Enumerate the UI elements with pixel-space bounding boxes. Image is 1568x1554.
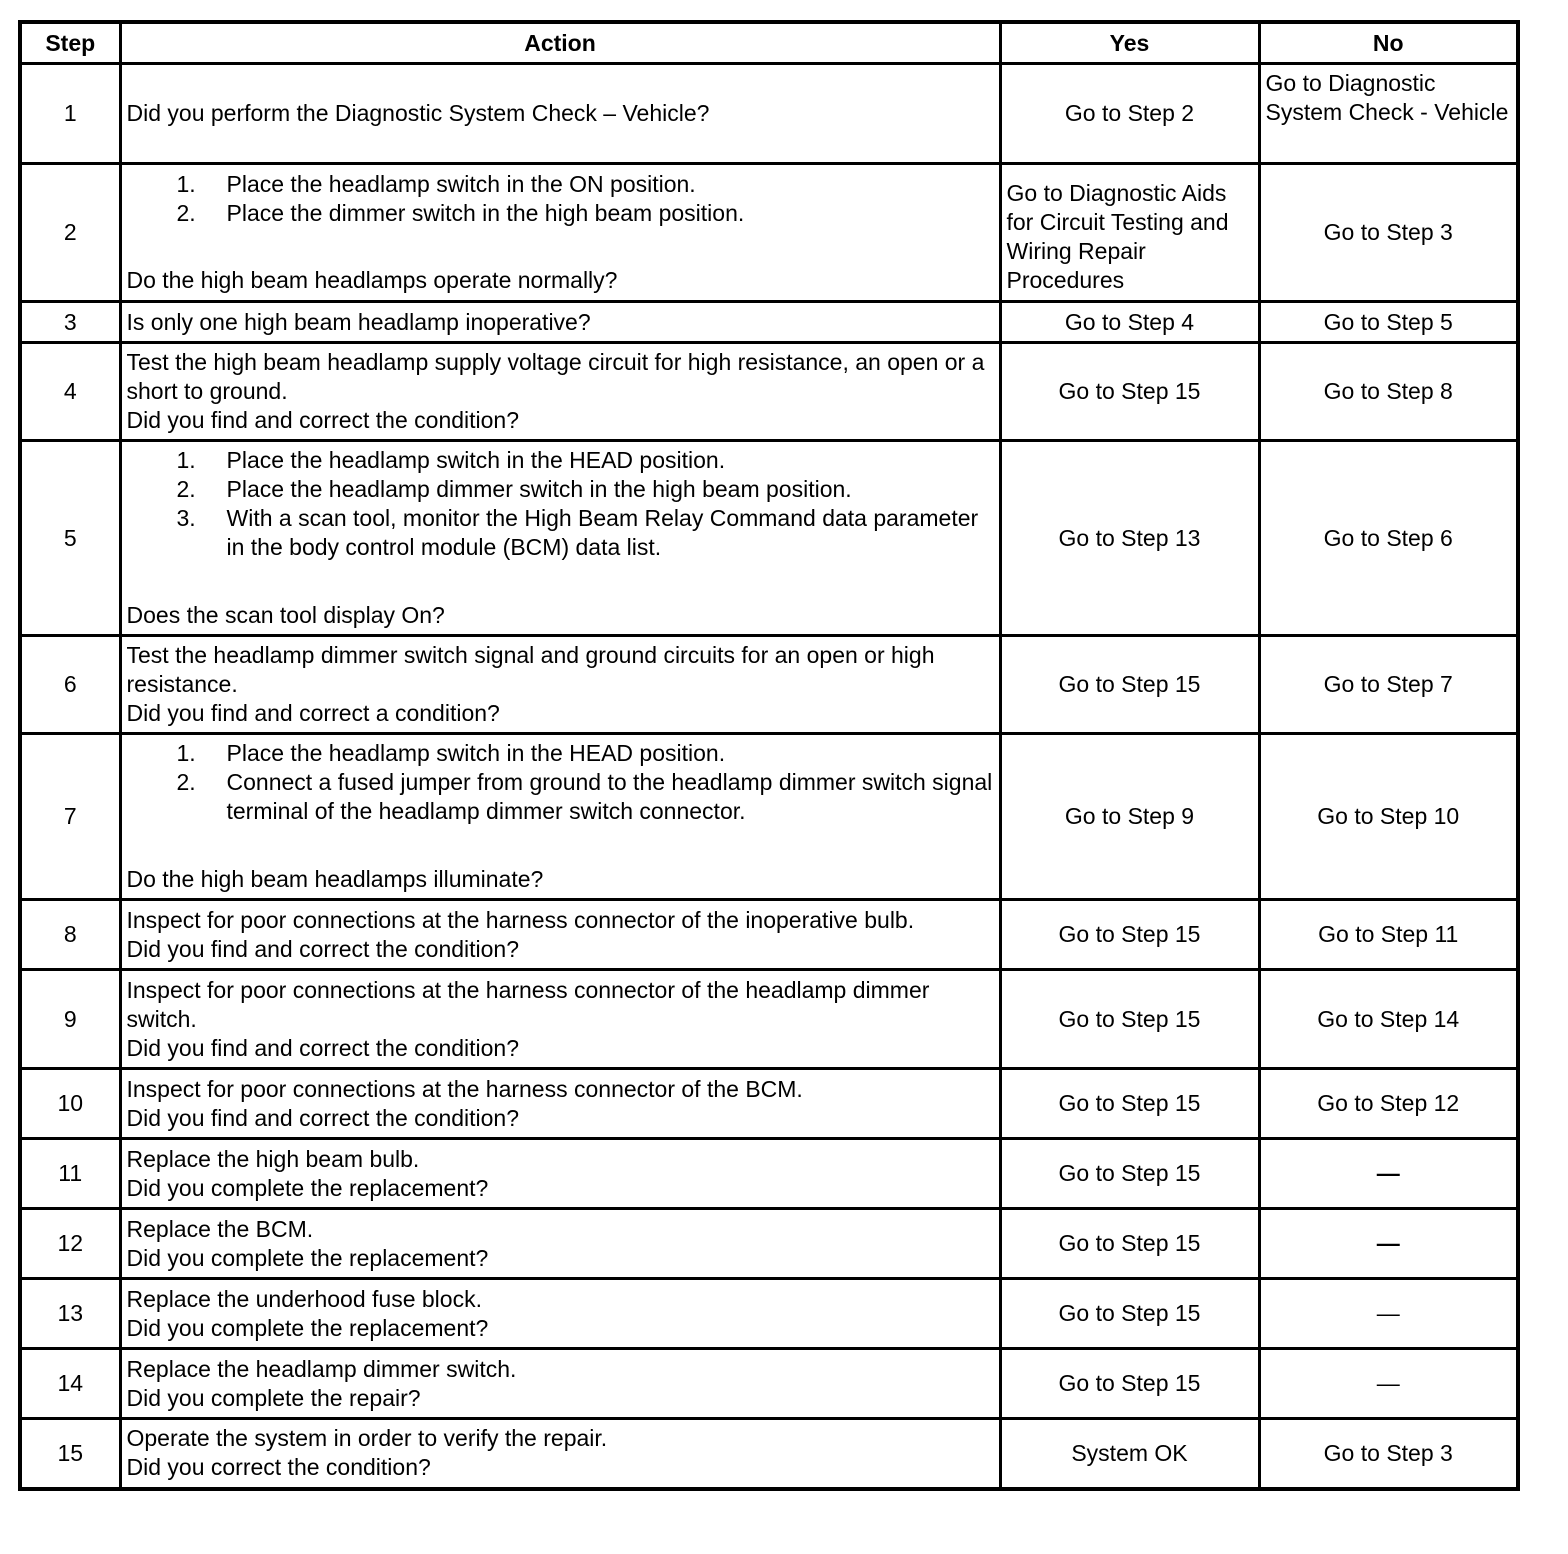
table-row [20, 302, 1518, 343]
yes-cell: Go to Step 15 [1000, 900, 1259, 970]
action-cell [120, 1419, 1000, 1489]
action-cell [120, 970, 1000, 1069]
action-text: Is only one high beam headlamp inoperative? [126, 308, 591, 335]
action-question: Did you find and correct the condition? [126, 407, 520, 433]
step-number: 8 [20, 900, 120, 970]
table-row [20, 1279, 1518, 1349]
table-row [20, 1069, 1518, 1139]
action-cell [120, 1349, 1000, 1419]
action-text: Test the high beam headlamp supply voltage circuit for high resistance, an open or a short to ground. [126, 349, 985, 404]
no-cell: Go to Step 8 [1259, 343, 1518, 441]
header-yes: Yes [1000, 22, 1259, 64]
header-no: No [1259, 22, 1518, 64]
action-cell [120, 343, 1000, 441]
action-cell [120, 900, 1000, 970]
table-row [20, 441, 1518, 636]
action-question: Do the high beam headlamps illuminate? [126, 866, 544, 892]
table-row [20, 64, 1518, 164]
table-row [20, 734, 1518, 900]
list-item: 3. With a scan tool, monitor the High Beam Relay Command data parameter in the body control module (BCM) data list. [176, 505, 979, 560]
header-action: Action [120, 22, 1000, 64]
action-question: Did you complete the replacement? [126, 1244, 489, 1271]
action-question: Do the high beam headlamps operate normally? [126, 267, 618, 293]
action-cell [120, 734, 1000, 900]
no-cell: Go to Step 3 [1259, 1419, 1518, 1489]
step-number: 10 [20, 1069, 120, 1139]
action-cell [120, 1069, 1000, 1139]
action-cell [120, 1209, 1000, 1279]
action-text: Replace the underhood fuse block. [126, 1285, 482, 1312]
list-item: 1. Place the headlamp switch in the ON position. [176, 171, 696, 197]
yes-cell: Go to Step 15 [1000, 1349, 1259, 1419]
action-text: Replace the headlamp dimmer switch. [126, 1355, 517, 1382]
action-question: Did you complete the replacement? [126, 1174, 489, 1201]
no-cell: Go to Step 10 [1259, 734, 1518, 900]
step-number: 1 [20, 64, 120, 164]
action-question: Did you correct the condition? [126, 1454, 431, 1481]
action-text: Inspect for poor connections at the harness connector of the headlamp dimmer switch. [126, 976, 930, 1032]
table-row [20, 636, 1518, 734]
action-cell [120, 1139, 1000, 1209]
action-cell [120, 302, 1000, 343]
table-row [20, 343, 1518, 441]
yes-cell: Go to Step 15 [1000, 1139, 1259, 1209]
yes-cell: Go to Diagnostic Aids for Circuit Testing and Wiring Repair Procedures [1000, 164, 1259, 302]
diagnostic-table [18, 20, 1520, 1491]
table-row [20, 970, 1518, 1069]
header-step: Step [20, 22, 120, 64]
action-question: Does the scan tool display On? [126, 602, 445, 628]
no-cell: Go to Diagnostic System Check - Vehicle [1259, 64, 1518, 164]
action-cell [120, 164, 1000, 302]
no-cell: Go to Step 5 [1259, 302, 1518, 343]
no-cell: Go to Step 11 [1259, 900, 1518, 970]
no-cell: Go to Step 12 [1259, 1069, 1518, 1139]
step-number: 14 [20, 1349, 120, 1419]
action-question: Did you complete the replacement? [126, 1314, 489, 1341]
step-number: 7 [20, 734, 120, 900]
action-cell [120, 636, 1000, 734]
action-text: Inspect for poor connections at the harness connector of the BCM. [126, 1075, 803, 1102]
yes-cell: Go to Step 15 [1000, 1209, 1259, 1279]
action-question: Did you complete the repair? [126, 1384, 421, 1411]
no-cell: Go to Step 7 [1259, 636, 1518, 734]
action-question: Did you find and correct the condition? [126, 1034, 520, 1061]
table-row [20, 1349, 1518, 1419]
table-row [20, 1139, 1518, 1209]
step-number: 5 [20, 441, 120, 636]
no-cell: — [1259, 1279, 1518, 1349]
no-cell: — [1259, 1139, 1518, 1209]
action-text: Operate the system in order to verify the repair. [126, 1425, 608, 1452]
step-number: 12 [20, 1209, 120, 1279]
step-number: 2 [20, 164, 120, 302]
no-cell: Go to Step 3 [1259, 164, 1518, 302]
action-text: Did you perform the Diagnostic System Check – Vehicle? [126, 100, 710, 126]
no-cell: — [1259, 1209, 1518, 1279]
list-item: 1. Place the headlamp switch in the HEAD position. [176, 447, 726, 473]
action-steps-list [177, 170, 994, 228]
step-number: 13 [20, 1279, 120, 1349]
step-number: 11 [20, 1139, 120, 1209]
action-question: Did you find and correct the condition? [126, 1104, 520, 1131]
step-number: 9 [20, 970, 120, 1069]
action-steps-list [177, 446, 994, 562]
action-cell [120, 64, 1000, 164]
yes-cell: Go to Step 13 [1000, 441, 1259, 636]
step-number: 6 [20, 636, 120, 734]
action-cell [120, 441, 1000, 636]
step-number: 3 [20, 302, 120, 343]
header-row [20, 22, 1518, 64]
no-cell: — [1259, 1349, 1518, 1419]
action-question: Did you find and correct a condition? [126, 700, 500, 726]
no-cell: Go to Step 14 [1259, 970, 1518, 1069]
yes-cell: Go to Step 2 [1000, 64, 1259, 164]
action-text: Test the headlamp dimmer switch signal and ground circuits for an open or high resistance. [126, 642, 935, 697]
action-question: Did you find and correct the condition? [126, 935, 520, 962]
list-item: 2. Place the dimmer switch in the high beam position. [176, 200, 745, 226]
yes-cell: Go to Step 15 [1000, 1279, 1259, 1349]
table-row [20, 1209, 1518, 1279]
yes-cell: Go to Step 15 [1000, 970, 1259, 1069]
list-item: 2. Place the headlamp dimmer switch in the high beam position. [176, 476, 852, 502]
yes-cell: Go to Step 15 [1000, 1069, 1259, 1139]
list-item: 2. Connect a fused jumper from ground to the headlamp dimmer switch signal terminal of the headlamp dimmer switch connector. [176, 769, 993, 824]
list-item: 1. Place the headlamp switch in the HEAD position. [176, 740, 726, 766]
step-number: 15 [20, 1419, 120, 1489]
yes-cell: System OK [1000, 1419, 1259, 1489]
yes-cell: Go to Step 15 [1000, 343, 1259, 441]
action-text: Inspect for poor connections at the harness connector of the inoperative bulb. [126, 906, 915, 933]
yes-cell: Go to Step 9 [1000, 734, 1259, 900]
yes-cell: Go to Step 15 [1000, 636, 1259, 734]
yes-cell: Go to Step 4 [1000, 302, 1259, 343]
table-row [20, 164, 1518, 302]
step-number: 4 [20, 343, 120, 441]
action-cell [120, 1279, 1000, 1349]
table-row [20, 1419, 1518, 1489]
no-cell: Go to Step 6 [1259, 441, 1518, 636]
action-text: Replace the BCM. [126, 1215, 314, 1242]
action-steps-list [177, 739, 994, 826]
action-text: Replace the high beam bulb. [126, 1145, 420, 1172]
table-row [20, 900, 1518, 970]
